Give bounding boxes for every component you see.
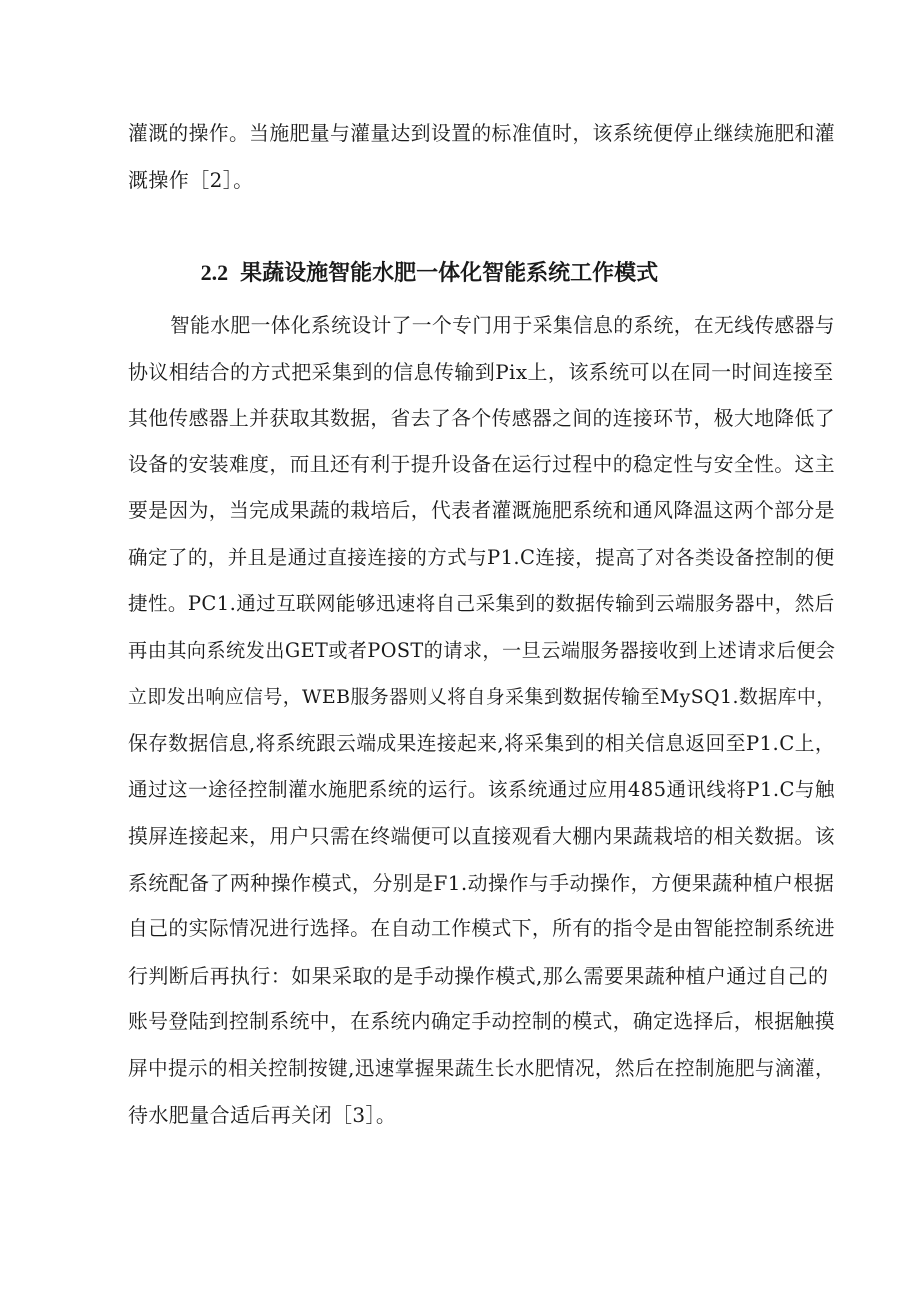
paragraph-line-15: 行判断后再执行：如果采取的是手动操作模式,那么需要果蔬种植户通过自己的 xyxy=(128,964,829,988)
paragraph-line-5: 要是因为，当完成果蔬的栽培后，代表者灌溉施肥系统和通风降温这两个部分是 xyxy=(128,499,835,522)
section-number: 2.2 xyxy=(200,260,229,285)
paragraph-line-16: 账号登陆到控制系统中，在系统内确定手动控制的模式，确定选择后，根据触摸 xyxy=(128,1010,835,1033)
paragraph-line-2: 协议相结合的方式把采集到的信息传输到Pix上，该系统可以在同一时间连接至 xyxy=(128,360,834,384)
paragraph-line-13: 系统配备了两种操作模式，分别是F1.动操作与手动操作，方便果蔬种植户根据 xyxy=(128,871,835,895)
paragraph-line-1: 智能水肥一体化系统设计了一个专门用于采集信息的系统，在无线传感器与 xyxy=(170,314,835,337)
paragraph-line-14: 自己的实际情况进行选择。在自动工作模式下，所有的指令是由智能控制系统进 xyxy=(128,917,835,940)
paragraph-line-10: 保存数据信息,将系统跟云端成果连接起来,将采集到的相关信息返回至P1.C上， xyxy=(128,732,836,755)
paragraph-line-17: 屏中提示的相关控制按键,迅速掌握果蔬生长水肥情况，然后在控制施肥与滴灌， xyxy=(128,1057,835,1080)
paragraph-line-9: 立即发出响应信号，WEB服务器则乂将自身采集到数据传输至MySQ1.数据库中， xyxy=(128,686,836,708)
paragraph-line-18: 待水肥量合适后再关闭［3］。 xyxy=(128,1103,397,1127)
intro-line-2: 溉操作［2］。 xyxy=(128,168,254,192)
paragraph-line-8: 再由其向系统发出GET或者POST的请求，一旦云端服务器接收到上述请求后便会 xyxy=(128,639,836,662)
section-title: 果蔬设施智能水肥一体化智能系统工作模式 xyxy=(240,261,659,286)
paragraph-line-12: 摸屏连接起来，用户只需在终端便可以直接观看大棚内果蔬栽培的相关数据。该 xyxy=(128,825,835,848)
paragraph-line-7: 捷性。PC1.通过互联网能够迅速将自己采集到的数据传输到云端服务器中，然后 xyxy=(128,592,835,615)
section-heading xyxy=(0,228,920,319)
paragraph-line-3: 其他传感器上并获取其数据，省去了各个传感器之间的连接环节，极大地降低了 xyxy=(128,407,835,430)
paragraph-line-11: 通过这一途径控制灌水施肥系统的运行。该系统通过应用485通讯线将P1.C与触 xyxy=(128,778,835,801)
paragraph-line-4: 设备的安装难度，而且还有利于提升设备在运行过程中的稳定性与安全性。这主 xyxy=(128,453,835,476)
intro-line-1: 灌溉的操作。当施肥量与灌量达到设置的标准值时，该系统便停止继续施肥和灌 xyxy=(128,122,835,145)
paragraph-line-6: 确定了的，并且是通过直接连接的方式与P1.C连接，提高了对各类设备控制的便 xyxy=(128,546,835,569)
